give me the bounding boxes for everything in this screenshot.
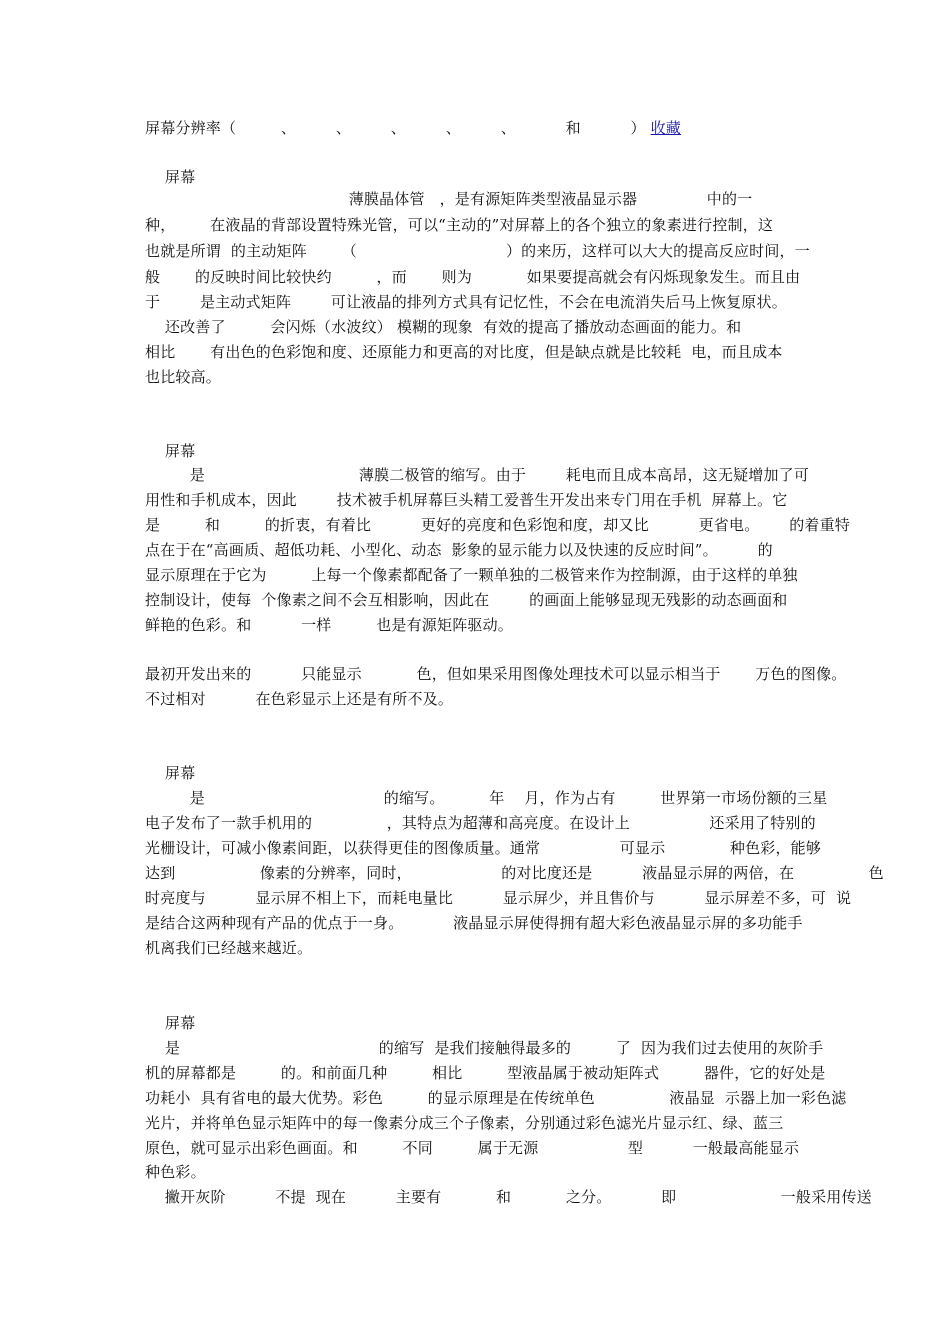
paragraph-line: 是结合这两种现有产品的优点于一身。 液晶显示屏使得拥有超大彩色液晶显示屏的多功能手	[145, 914, 803, 932]
section-heading: 屏幕	[145, 764, 196, 782]
paragraph-line: 还改善了 会闪烁（水波纹） 模糊的现象 有效的提高了播放动态画面的能力。和	[145, 318, 742, 336]
section-heading: 屏幕	[145, 442, 196, 460]
paragraph-line: 也就是所谓 的主动矩阵 （ ）的来历，这样可以大大的提高反应时间，一	[145, 242, 810, 260]
paragraph-line: 机的屏幕都是 的。和前面几种 相比 型液晶属于被动矩阵式 器件，它的好处是	[145, 1064, 826, 1082]
paragraph-line: 是 薄膜二极管的缩写。由于 耗电而且成本高昂，这无疑增加了可	[145, 466, 810, 484]
paragraph-line: 也比较高。	[145, 368, 222, 386]
paragraph-line: 光片，并将单色显示矩阵中的每一像素分成三个子像素，分别通过彩色滤光片显示红、绿、蓝三	[145, 1114, 784, 1132]
paragraph-line: 电子发布了一款手机用的 ，其特点为超薄和高亮度。在设计上 还采用了特别的	[145, 814, 816, 832]
paragraph-line: 原色，就可显示出彩色画面。和 不同 属于无源 型 一般最高能显示	[145, 1139, 800, 1157]
paragraph-line: 薄膜晶体管 ，是有源矩阵类型液晶显示器 中的一	[145, 190, 753, 208]
paragraph-line: 最初开发出来的 只能显示 色，但如果采用图像处理技术可以显示相当于 万色的图像。	[145, 665, 847, 683]
section-heading: 屏幕	[145, 168, 196, 186]
paragraph-line: 般 的反映时间比较快约 ，而 则为 如果要提高就会有闪烁现象发生。而且由	[145, 268, 801, 286]
paragraph-line: 是 的缩写。 年 月，作为占有 世界第一市场份额的三星	[145, 789, 828, 807]
paragraph-line: 功耗小 具有省电的最大优势。彩色 的显示原理是在传统单色 液晶显 示器上加一彩色滤	[145, 1089, 847, 1107]
paragraph-line: 时亮度与 显示屏不相上下，而耗电量比 显示屏少，并且售价与 显示屏差不多，可 说	[145, 889, 852, 907]
paragraph-line: 种色彩。	[145, 1163, 206, 1181]
paragraph-line: 撇开灰阶 不提 现在 主要有 和 之分。 即 一般采用传送	[145, 1188, 872, 1206]
section-heading: 屏幕	[145, 1014, 196, 1032]
paragraph-line: 相比 有出色的色彩饱和度、还原能力和更高的对比度，但是缺点就是比较耗 电，而且成本	[145, 343, 783, 361]
paragraph-line: 不过相对 在色彩显示上还是有所不及。	[145, 690, 454, 708]
title-text: 屏幕分辨率（ 、 、 、 、 、 和 ）	[145, 119, 646, 137]
paragraph-line: 点在于在“高画质、超低功耗、小型化、动态 影象的显示能力以及快速的反应时间”。 的	[145, 541, 773, 559]
paragraph-line: 鲜艳的色彩。和 一样 也是有源矩阵驱动。	[145, 616, 513, 634]
paragraph-line: 机离我们已经越来越近。	[145, 939, 313, 957]
page-title	[145, 119, 681, 138]
paragraph-line: 种， 在液晶的背部设置特殊光管，可以“主动的”对屏幕上的各个独立的象素进行控制，这	[145, 216, 774, 234]
paragraph-line: 显示原理在于它为 上每一个像素都配备了一颗单独的二极管来作为控制源，由于这样的单独	[145, 566, 798, 584]
paragraph-line: 于 是主动式矩阵 可让液晶的排列方式具有记忆性，不会在电流消失后马上恢复原状。	[145, 293, 787, 311]
favorite-link[interactable]: 收藏	[650, 119, 682, 137]
paragraph-line: 是 和 的折衷，有着比 更好的亮度和色彩饱和度，却又比 更省电。 的着重特	[145, 516, 850, 534]
paragraph-line: 控制设计，使每 个像素之间不会互相影响，因此在 的画面上能够显现无残影的动态画面和	[145, 591, 788, 609]
paragraph-line: 达到 像素的分辨率，同时， 的对比度还是 液晶显示屏的两倍，在 色	[145, 864, 884, 882]
paragraph-line: 用性和手机成本，因此 技术被手机屏幕巨头精工爱普生开发出来专门用在手机 屏幕上。它	[145, 491, 788, 509]
paragraph-line: 光栅设计，可减小像素间距，以获得更佳的图像质量。通常 可显示 种色彩，能够	[145, 839, 822, 857]
paragraph-line: 是 的缩写 是我们接触得最多的 了 因为我们过去使用的灰阶手	[145, 1039, 824, 1057]
